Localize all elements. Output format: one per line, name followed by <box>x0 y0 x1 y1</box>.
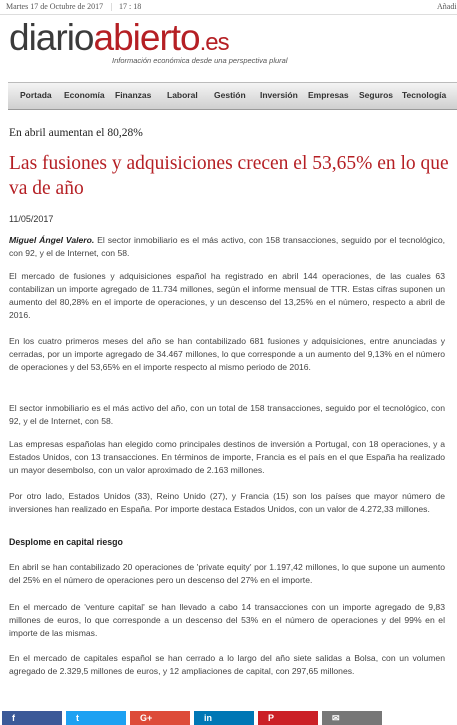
current-time: 17 : 18 <box>119 2 142 11</box>
article-paragraph: En abril se han contabilizado 20 operaciones de 'private equity' por 1.197,42 millones, lo que supone un aumento del 25% en el número de operaciones pero un descenso del 27% en el importe. <box>9 562 445 585</box>
nav-item-economia[interactable]: Economía <box>64 90 105 100</box>
share-twitter-button[interactable] <box>66 711 126 725</box>
linkedin-icon: in <box>204 713 212 723</box>
nav-item-tecnologia[interactable]: Tecnología <box>402 90 447 100</box>
article-paragraph: Por otro lado, Estados Unidos (33), Reino Unido (27), y Francia (15) son los países que mayor número de inversiones han realizado en España. Por importe destaca Estados Unidos, con un valor de 4.272,33 millones. <box>9 491 445 514</box>
nav-item-finanzas[interactable]: Finanzas <box>115 90 152 100</box>
publication-date: 11/05/2017 <box>9 214 54 224</box>
nav-item-portada[interactable]: Portada <box>20 90 52 100</box>
email-icon: ✉ <box>332 713 340 723</box>
nav-item-seguros[interactable]: Seguros <box>359 90 394 100</box>
top-bar <box>0 0 457 15</box>
add-favorites-link[interactable]: Añadi <box>437 2 457 11</box>
pinterest-icon: P <box>268 713 275 723</box>
article-headline: Las fusiones y adquisiciones crecen el 53,65% en lo que va de año <box>9 153 449 199</box>
share-googleplus-button[interactable] <box>130 711 190 725</box>
article-paragraph: Las empresas españolas han elegido como principales destinos de inversión a Portugal, con 18 operaciones, y a Estados Unidos, con 13 transacciones. En términos de importe, Francia es el país en el que España ha realizado un mayor desembolso, con un valor aproximado de 2.163 millones. <box>9 439 445 475</box>
date-time-separator: | <box>111 2 113 11</box>
article-paragraph: En el mercado de 'venture capital' se han llevado a cabo 14 transacciones con un importe agregado de 9,83 millones de euros, lo que corresponde a un descenso del 53% en el número de operaciones y del 99% en el importe de las mismas. <box>9 602 445 638</box>
share-linkedin-button[interactable] <box>194 711 254 725</box>
logo-part-diario: diario <box>9 17 94 58</box>
share-bar <box>0 711 457 725</box>
twitter-icon: t <box>76 713 79 723</box>
nav-item-empresas[interactable]: Empresas <box>308 90 349 100</box>
main-nav <box>8 82 457 110</box>
nav-item-gestion[interactable]: Gestión <box>214 90 246 100</box>
logo-part-abierto: abierto <box>93 17 200 58</box>
googleplus-icon: G+ <box>140 713 153 723</box>
share-facebook-button[interactable] <box>2 711 62 725</box>
article-lead <box>9 234 445 260</box>
section-subheading: Desplome en capital riesgo <box>9 537 123 547</box>
lead-text: El sector inmobiliario es el más activo, con 158 transacciones, seguido por el tecnológico, con 92, y el de Internet, con 58. <box>9 235 446 258</box>
share-email-button[interactable] <box>322 711 382 725</box>
logo-part-es: .es <box>199 29 229 56</box>
site-tagline: Información económica desde una perspectiva plural <box>112 56 288 65</box>
facebook-icon: f <box>12 713 15 723</box>
article-paragraph: El mercado de fusiones y adquisiciones español ha registrado en abril 144 operaciones, de las cuales 63 contabilizan un importe agregado de 11.734 millones, según el informe mensual de TTR. Estas cifras suponen un aumento del 80,28% en el importe de operaciones, y un descenso del 13,25% en el número, respecto a abril de 2016. <box>9 271 445 320</box>
article-paragraph: El sector inmobiliario es el más activo del año, con un total de 158 transacciones, seguido por el tecnológico, con 92, y el de Internet, con 58. <box>9 403 445 426</box>
article-paragraph: En el mercado de capitales español se han cerrado a lo largo del año siete salidas a Bolsa, con un volumen agregado de 2.329,5 millones de euros, y 12 ampliaciones de capital, con 297,65 millones. <box>9 653 445 676</box>
nav-item-laboral[interactable]: Laboral <box>167 90 198 100</box>
current-date: Martes 17 de Octubre de 2017 <box>6 2 104 11</box>
author-name: Miguel Ángel Valero. <box>9 235 95 245</box>
share-pinterest-button[interactable] <box>258 711 318 725</box>
article-paragraph: En los cuatro primeros meses del año se han contabilizado 681 fusiones y adquisiciones, entre anunciadas y cerradas, por un importe agregado de 34.467 millones, lo que corresponde a un aumento del 9,13% en el número de operaciones y del 53,65% en el importe respecto al mismo periodo de 2016. <box>9 336 445 372</box>
nav-item-inversion[interactable]: Inversión <box>260 90 298 100</box>
article-kicker: En abril aumentan el 80,28% <box>9 127 143 139</box>
